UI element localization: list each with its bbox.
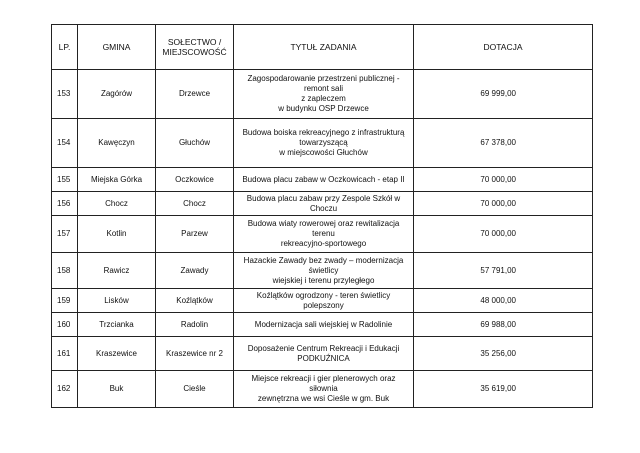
cell-dotacja: 70 000,00 <box>414 168 593 192</box>
cell-gmina: Kraszewice <box>78 337 156 371</box>
cell-tytul <box>234 337 414 371</box>
cell-tytul-line: w budynku OSP Drzewce <box>278 104 369 113</box>
cell-tytul-line: w miejscowości Głuchów <box>279 148 368 157</box>
header-dotacja: DOTACJA <box>414 25 593 70</box>
cell-lp: 160 <box>52 313 78 337</box>
cell-tytul <box>234 216 414 253</box>
cell-solectwo: Drzewce <box>156 70 234 119</box>
cell-gmina: Kawęczyn <box>78 119 156 168</box>
cell-gmina: Kotlin <box>78 216 156 253</box>
header-tytul: TYTUŁ ZADANIA <box>234 25 414 70</box>
cell-lp: 162 <box>52 371 78 408</box>
header-row <box>52 25 593 70</box>
cell-dotacja: 35 619,00 <box>414 371 593 408</box>
cell-tytul <box>234 371 414 408</box>
cell-solectwo: Oczkowice <box>156 168 234 192</box>
cell-gmina: Trzcianka <box>78 313 156 337</box>
cell-dotacja: 69 999,00 <box>414 70 593 119</box>
cell-tytul <box>234 313 414 337</box>
cell-tytul-line: Miejsce rekreacji i gier plenerowych oraz siłownia <box>251 374 396 393</box>
cell-lp: 157 <box>52 216 78 253</box>
table-row <box>52 253 593 289</box>
header-lp: LP. <box>52 25 78 70</box>
header-solectwo-line2: MIEJSCOWOŚĆ <box>162 47 227 57</box>
table-row <box>52 192 593 216</box>
table-row <box>52 289 593 313</box>
cell-gmina: Rawicz <box>78 253 156 289</box>
cell-solectwo: Głuchów <box>156 119 234 168</box>
cell-tytul-line: Doposażenie Centrum Rekreacji i Edukacji <box>247 343 400 353</box>
cell-solectwo: Radolin <box>156 313 234 337</box>
cell-lp: 159 <box>52 289 78 313</box>
table-row <box>52 119 593 168</box>
cell-tytul <box>234 253 414 289</box>
cell-dotacja: 57 791,00 <box>414 253 593 289</box>
cell-tytul <box>234 289 414 313</box>
cell-lp: 156 <box>52 192 78 216</box>
cell-tytul-line: Budowa placu zabaw przy Zespole Szkół w Choczu <box>246 193 401 213</box>
cell-tytul-line: Budowa placu zabaw w Oczkowicach - etap II <box>242 174 405 184</box>
cell-solectwo: Kraszewice nr 2 <box>156 337 234 371</box>
header-solectwo <box>156 25 234 70</box>
cell-solectwo: Cieśle <box>156 371 234 408</box>
cell-dotacja: 35 256,00 <box>414 337 593 371</box>
cell-gmina: Miejska Górka <box>78 168 156 192</box>
cell-tytul-line: Hazackie Zawady bez zwady – modernizacja świetlicy <box>243 255 404 275</box>
cell-solectwo: Koźlątków <box>156 289 234 313</box>
cell-tytul <box>234 119 414 168</box>
header-gmina: GMINA <box>78 25 156 70</box>
grants-table <box>51 24 593 408</box>
cell-gmina: Lisków <box>78 289 156 313</box>
cell-tytul-line: towarzyszącą <box>299 138 348 147</box>
cell-tytul-line: Modernizacja sali wiejskiej w Radolinie <box>254 319 393 329</box>
cell-lp: 153 <box>52 70 78 119</box>
table-row <box>52 70 593 119</box>
cell-tytul-line: Koźlątków ogrodzony - teren świetlicy polepszony <box>256 290 391 310</box>
table-row <box>52 168 593 192</box>
cell-tytul-line: Zagospodarowanie przestrzeni publicznej - remont sali <box>247 74 400 93</box>
cell-lp: 161 <box>52 337 78 371</box>
cell-tytul-line: Budowa boiska rekreacyjnego z infrastrukturą <box>242 128 405 137</box>
cell-lp: 155 <box>52 168 78 192</box>
table-row <box>52 337 593 371</box>
cell-tytul-line: PODKUŹNICA <box>297 353 350 363</box>
cell-gmina: Zagórów <box>78 70 156 119</box>
table-row <box>52 216 593 253</box>
cell-gmina: Buk <box>78 371 156 408</box>
cell-dotacja: 70 000,00 <box>414 192 593 216</box>
table-row <box>52 371 593 408</box>
cell-dotacja: 70 000,00 <box>414 216 593 253</box>
cell-solectwo: Parzew <box>156 216 234 253</box>
cell-tytul-line: rekreacyjno-sportowego <box>280 239 367 248</box>
cell-tytul <box>234 168 414 192</box>
cell-dotacja: 67 378,00 <box>414 119 593 168</box>
cell-tytul-line: z zapleczem <box>301 94 346 103</box>
table-row <box>52 313 593 337</box>
cell-dotacja: 48 000,00 <box>414 289 593 313</box>
cell-tytul-line: wiejskiej i terenu przyległego <box>272 275 375 285</box>
header-solectwo-line1: SOŁECTWO / <box>167 37 222 47</box>
cell-tytul-line: zewnętrzna we wsi Cieśle w gm. Buk <box>257 394 390 403</box>
cell-tytul-line: Budowa wiaty rowerowej oraz rewitalizacja terenu <box>247 219 400 238</box>
cell-dotacja: 69 988,00 <box>414 313 593 337</box>
cell-lp: 158 <box>52 253 78 289</box>
cell-solectwo: Zawady <box>156 253 234 289</box>
cell-tytul <box>234 70 414 119</box>
cell-gmina: Chocz <box>78 192 156 216</box>
cell-tytul <box>234 192 414 216</box>
cell-solectwo: Chocz <box>156 192 234 216</box>
cell-lp: 154 <box>52 119 78 168</box>
